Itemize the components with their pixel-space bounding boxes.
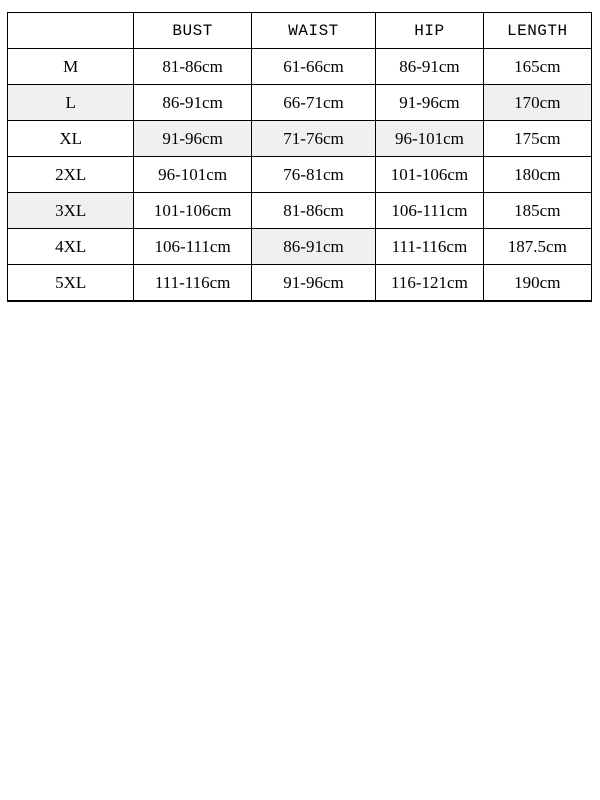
length-cell: 175cm [483,121,591,157]
hip-cell: 116-121cm [376,265,483,302]
table-row [8,49,592,85]
waist-cell: 66-71cm [251,85,375,121]
hip-cell: 101-106cm [376,157,483,193]
header-bust: BUST [134,13,251,49]
waist-cell: 91-96cm [251,265,375,302]
bust-cell: 96-101cm [134,157,251,193]
size-cell: 5XL [8,265,134,302]
bust-cell: 106-111cm [134,229,251,265]
header-length: LENGTH [483,13,591,49]
waist-cell: 76-81cm [251,157,375,193]
hip-cell: 106-111cm [376,193,483,229]
table-row [8,265,592,302]
header-size [8,13,134,49]
waist-cell: 86-91cm [251,229,375,265]
size-cell: L [8,85,134,121]
header-row [8,13,592,49]
length-cell: 190cm [483,265,591,302]
bust-cell: 101-106cm [134,193,251,229]
bust-cell: 111-116cm [134,265,251,302]
header-hip: HIP [376,13,483,49]
length-cell: 187.5cm [483,229,591,265]
length-cell: 170cm [483,85,591,121]
bust-cell: 81-86cm [134,49,251,85]
waist-cell: 71-76cm [251,121,375,157]
table-row [8,157,592,193]
hip-cell: 96-101cm [376,121,483,157]
length-cell: 165cm [483,49,591,85]
size-cell: 3XL [8,193,134,229]
table-row [8,121,592,157]
waist-cell: 61-66cm [251,49,375,85]
hip-cell: 111-116cm [376,229,483,265]
size-cell: 2XL [8,157,134,193]
size-cell: XL [8,121,134,157]
hip-cell: 86-91cm [376,49,483,85]
length-cell: 180cm [483,157,591,193]
waist-cell: 81-86cm [251,193,375,229]
hip-cell: 91-96cm [376,85,483,121]
size-chart-table [7,12,592,302]
table-row [8,193,592,229]
size-cell: M [8,49,134,85]
table-row [8,85,592,121]
size-cell: 4XL [8,229,134,265]
table-row [8,229,592,265]
header-waist: WAIST [251,13,375,49]
length-cell: 185cm [483,193,591,229]
bust-cell: 86-91cm [134,85,251,121]
bust-cell: 91-96cm [134,121,251,157]
